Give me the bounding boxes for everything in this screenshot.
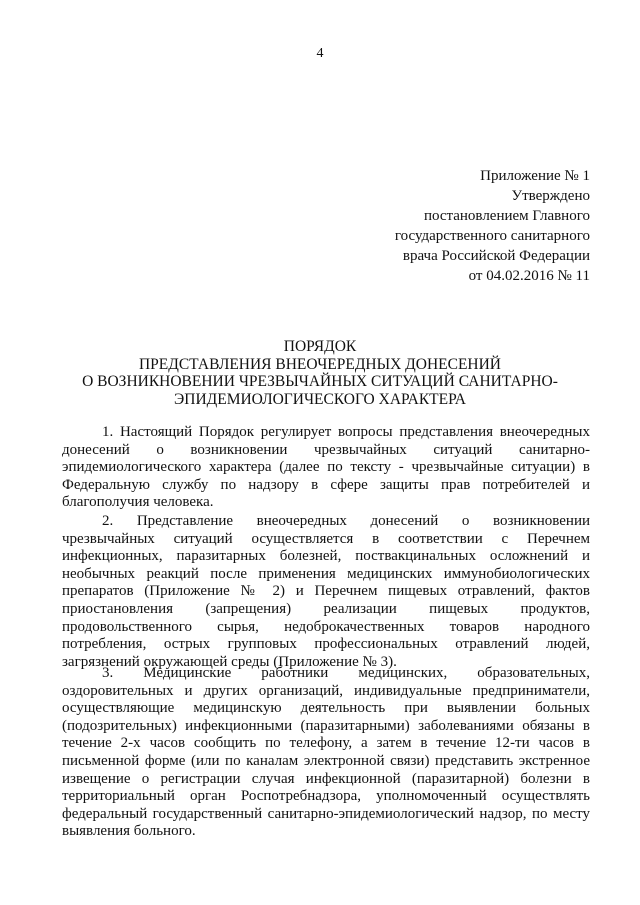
- text-line: инфекционных, паразитарных болезней, поствакцинальных осложнений и: [62, 548, 590, 565]
- approval-line: Утверждено: [511, 188, 590, 204]
- text-line: извещение о регистрации случая инфекционной (паразитарной) болезни в: [62, 770, 590, 787]
- approval-date: от 04.02.2016 № 11: [468, 268, 590, 284]
- page-number: 4: [316, 46, 324, 61]
- approval-line: государственного санитарного: [394, 228, 590, 244]
- text-line: территориальный орган Роспотребнадзора, уполномоченный осуществлять: [62, 788, 590, 805]
- approval-line: Приложение № 1: [480, 168, 590, 184]
- text-line: приостановления (запрещения) реализации пищевых продуктов,: [62, 600, 590, 617]
- text-line: загрязнений окружающей среды (Приложение № 3).: [62, 653, 397, 670]
- text-line: выявления больного.: [62, 823, 196, 840]
- paragraph-3: [62, 665, 590, 841]
- text-line: федеральный государственный санитарно-эпидемиологический надзор, по месту: [62, 805, 590, 822]
- text-line: осуществляющие медицинскую деятельность при выявлении больных: [62, 700, 590, 717]
- text-line: (подозрительных) инфекционными (паразитарными) заболеваниями обязаны в: [62, 717, 590, 734]
- text-line: благополучия человека.: [62, 494, 214, 511]
- text-line: продовольственного сырья, недоброкачественных товаров народного: [62, 618, 590, 635]
- text-line: 3. Медицинские работники медицинских, образовательных,: [102, 665, 590, 681]
- text-line: эпидемиологического характера (далее по тексту - чрезвычайные ситуации) в: [62, 459, 590, 476]
- text-line: необычных реакций после применения медицинских иммунобиологических: [62, 565, 590, 582]
- text-line: потребления, острых групповых профессиональных отравлений людей,: [62, 636, 590, 653]
- text-line: 1. Настоящий Порядок регулирует вопросы представления внеочередных: [102, 424, 590, 440]
- approval-line: врача Российской Федерации: [402, 248, 590, 264]
- text-line: 2. Представление внеочередных донесений о возникновении: [102, 513, 590, 529]
- text-line: течение 2-х часов сообщить по телефону, а затем в течение 12-ти часов в: [62, 735, 590, 752]
- text-line: препаратов (Приложение № 2) и Перечнем пищевых отравлений, фактов: [62, 583, 590, 600]
- paragraph-2: [62, 513, 590, 671]
- text-line: оздоровительных и других организаций, индивидуальные предприниматели,: [62, 682, 590, 699]
- title-line: ЭПИДЕМИОЛОГИЧЕСКОГО ХАРАКТЕРА: [174, 390, 466, 408]
- title-line: О ВОЗНИКНОВЕНИИ ЧРЕЗВЫЧАЙНЫХ СИТУАЦИЙ САНИТАРНО-: [82, 373, 558, 390]
- paragraph-1: [62, 424, 590, 512]
- approval-line: постановлением Главного: [423, 208, 590, 224]
- approval-block: [395, 166, 590, 266]
- text-line: Федеральную службу по надзору в сфере защиты прав потребителей и: [62, 476, 590, 493]
- title-line: ПОРЯДОК: [283, 338, 357, 355]
- text-line: чрезвычайных ситуаций осуществляется в соответствии с Перечнем: [62, 530, 590, 547]
- text-line: письменной форме (или по каналам электронной связи) представить экстренное: [62, 752, 590, 769]
- title-line: ПРЕДСТАВЛЕНИЯ ВНЕОЧЕРЕДНЫХ ДОНЕСЕНИЙ: [138, 355, 502, 373]
- text-line: донесений о возникновении чрезвычайных ситуаций санитарно-: [62, 441, 590, 458]
- document-title: [0, 338, 640, 408]
